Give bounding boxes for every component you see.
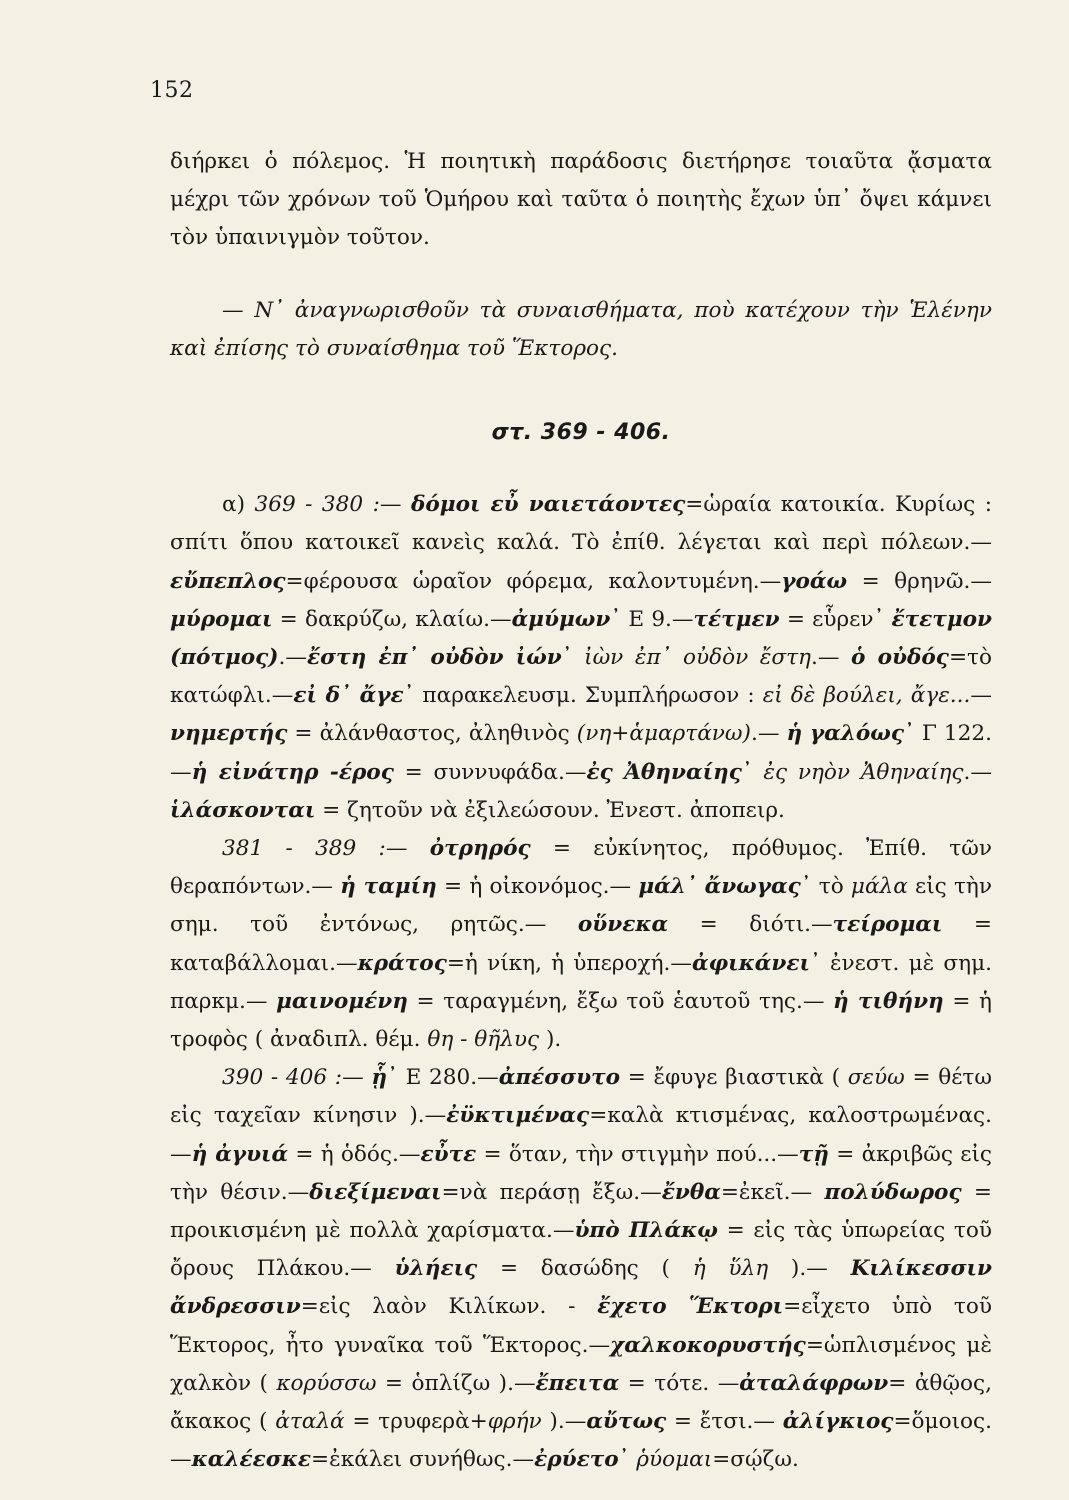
lemma: νημερτής	[170, 721, 288, 747]
lemma: ἔτετμον (πότμος)	[170, 606, 993, 671]
intro-paragraph: διήρκει ὁ πόλεμος. Ἡ ποιητικὴ παράδοσις διετήρησε τοιαῦτα ᾄσματα μέχρι τῶν χρόνων τοῦ Ὁμήρου καὶ ταῦτα ὁ ποιητὴς ἔχων ὑπ᾽ ὄψει κάμνει τὸν ὑπαινιγμὸν τοῦτον.	[170, 149, 992, 251]
lemma: ἀπέσσυτο	[498, 1065, 621, 1091]
text: = θέτω εἰς ταχεῖαν κίνησιν ).—	[170, 1065, 992, 1129]
exercise-task: — Ν᾽ ἀναγνωρισθοῦν τὰ συναισθήματα, ποὺ κατέχουν τὴν Ἑλένην καὶ ἐπίσης τὸ συναίσθημα τοῦ Ἕκτορος.	[170, 297, 992, 361]
lemma: ὑπὸ Πλάκῳ	[574, 1218, 718, 1244]
lemma: εἰ δ᾽ ἄγε	[293, 683, 404, 709]
text: ᾽ Ε 9.—	[610, 606, 694, 632]
italic-text: θη - θῆλυς	[427, 1027, 540, 1053]
text: ᾽	[561, 645, 585, 671]
section-title: στ. 369 - 406.	[491, 420, 671, 446]
text: .—	[810, 645, 851, 671]
text: = τρυφερὰ+	[344, 1409, 488, 1435]
text: = εἰς τὰς ὑπωρείας τοῦ ὄρους Πλάκου.—	[170, 1218, 992, 1282]
text: =εἶχετο ὑπὸ τοῦ Ἕκτορος, ἦτο γυναῖκα τοῦ Ἕκτορος.—	[170, 1294, 993, 1358]
text: =ὡραία κατοικία. Κυρίως : σπίτι ὅπου κατοικεῖ κανεὶς καλά. Τὸ ἐπίθ. λέγεται καὶ περὶ πόλεων.—	[170, 492, 992, 556]
italic-text: εἰ δὲ βούλει, ἄγε...	[762, 683, 971, 709]
text: ᾽	[618, 1447, 637, 1473]
text: = εὐκίνητος, πρόθυμος. Ἐπίθ. τῶν θεραπόντων.—	[170, 836, 992, 900]
lemma: ἀμύμων	[511, 606, 611, 632]
lemma: κράτος	[357, 950, 447, 976]
lemma: πολύδωρος	[824, 1179, 962, 1205]
lemma: ὀτρηρός	[429, 836, 531, 862]
verse-range: 390 - 406 :	[222, 1065, 343, 1091]
text: = ἔφυγε βιαστικὰ (	[620, 1065, 848, 1091]
text: = ἀλάνθαστος, ἀληθινὸς	[287, 721, 577, 747]
lemma: τῇ	[798, 1141, 829, 1167]
text: = προικισμένη μὲ πολλὰ χαρίσματα.—	[170, 1179, 992, 1244]
text: = δακρύζω, κλαίω.—	[272, 606, 512, 632]
text: .—	[278, 645, 307, 671]
italic-text: ἡ ὕλη	[692, 1256, 769, 1282]
text: = ὅταν, τὴν στιγμὴν πού...—	[476, 1141, 799, 1167]
glossary-paragraph-c	[170, 1059, 992, 1479]
lemma: μαινομένη	[276, 988, 408, 1014]
lemma: Κιλίκεσσιν ἄνδρεσσιν	[170, 1256, 992, 1320]
text: ).—	[768, 1256, 851, 1282]
lemma: οὕνεκα	[577, 912, 669, 938]
text: = τότε. —	[619, 1370, 740, 1396]
text: ᾽ Γ 122.—	[170, 721, 992, 785]
italic-text: μάλα	[850, 874, 908, 900]
lemma: ἡ τιθήνη	[833, 988, 944, 1014]
text: = δασώδης (	[477, 1256, 693, 1282]
text: = διότι.—	[668, 912, 833, 938]
verse-range: 369 - 380 :	[254, 492, 380, 518]
text: ᾽	[741, 759, 764, 785]
text: .—	[750, 721, 787, 747]
lemma: τέτμεν	[693, 606, 780, 632]
text: = ἡ οἰκονόμος.—	[436, 874, 639, 900]
text: = θρηνῶ.—	[847, 568, 992, 594]
text: =ὅμοιος.—	[170, 1409, 993, 1473]
text: =σῴζω.	[712, 1447, 799, 1473]
text: = ἔτσι.—	[666, 1409, 783, 1435]
italic-text: κορύσσω	[276, 1370, 377, 1396]
glossary-paragraph-a	[170, 486, 992, 830]
lemma: ἀλίγκιος	[782, 1409, 894, 1435]
text: =τὸ κατώφλι.—	[170, 645, 992, 709]
text: =καλὰ κτισμένας, καλοστρωμένας. —	[170, 1103, 992, 1167]
text: ).—	[541, 1409, 587, 1435]
text: = καταβάλλομαι.—	[170, 912, 992, 976]
lemma: ὁ οὐδός	[851, 645, 949, 671]
lemma: ἐς Ἀθηναίης	[586, 759, 742, 785]
lemma: δόμοι εὖ ναιετάοντες	[410, 492, 686, 518]
text: .—	[963, 759, 992, 785]
text: εἰς τὴν σημ. τοῦ ἐντόνως, ρητῶς.—	[170, 874, 992, 938]
verse-range: 381 - 389 :	[222, 836, 386, 862]
lemma: ἔστη ἐπ᾽ οὐδὸν ἰών	[307, 645, 562, 671]
lemma: ἔχετο Ἕκτορι	[597, 1294, 784, 1320]
lemma: ἀφικάνει	[691, 950, 810, 976]
lemma: ὑλήεις	[394, 1256, 478, 1282]
lemma: μάλ᾽ ἄνωγας	[638, 874, 801, 900]
text: = εὗρεν᾽	[779, 606, 892, 632]
text: —	[379, 492, 411, 518]
text: = ἡ ὁδός.—	[288, 1141, 421, 1167]
lemma: ἡ εἰνάτηρ -έρος	[191, 759, 394, 785]
text: = ἀκριβῶς εἰς τὴν θέσιν.—	[170, 1141, 993, 1205]
text: ᾽ τὸ	[800, 874, 851, 900]
text: = ἀθῷος, ἄκακος (	[170, 1370, 992, 1435]
text: =εἰς λαὸν Κιλίκων. -	[300, 1294, 598, 1320]
text: ).	[539, 1027, 562, 1053]
lemma: εὖτε	[420, 1141, 477, 1167]
text: ᾽ παρακελευσμ. Συμπλήρωσον :	[403, 683, 763, 709]
italic-text: σεύω	[847, 1065, 905, 1091]
lemma: ἡ ἀγυιά	[191, 1141, 289, 1167]
text: =ἡ νίκη, ἡ ὑπεροχή.—	[446, 950, 692, 976]
text: = ταραγμένη, ἔξω τοῦ ἑαυτοῦ της.—	[407, 988, 834, 1014]
text: ᾽ ἐνεστ. μὲ σημ. παρκμ.—	[170, 950, 992, 1014]
lemma: εὔπεπλος	[170, 568, 286, 594]
lemma: ἔνθα	[661, 1179, 721, 1205]
text: =φέρουσα ὡραῖον φόρεμα, καλοντυμένη.—	[285, 568, 782, 594]
glossary-paragraph-b	[170, 830, 992, 1059]
lemma: γοάω	[781, 568, 848, 594]
lemma: ᾗ	[371, 1065, 388, 1091]
italic-text: ἀταλά	[275, 1409, 345, 1435]
text: —	[385, 836, 430, 862]
italic-text: ἰὼν ἐπ᾽ οὐδὸν ἔστη	[584, 645, 811, 671]
text: =νὰ περάσῃ ἔξω.—	[441, 1179, 662, 1205]
page-number: 152	[150, 78, 194, 103]
lemma: μύρομαι	[170, 606, 273, 632]
lemma: αὔτως	[586, 1409, 667, 1435]
lemma: διεξίμεναι	[309, 1179, 442, 1205]
lemma: χαλκοκορυστής	[610, 1332, 806, 1358]
lemma: ἀταλάφρων	[739, 1370, 889, 1396]
text: = ἡ τροφὸς ( ἀναδιπλ. θέμ.	[170, 988, 992, 1053]
italic-text: ἐς νηὸν Ἀθηναίης	[763, 759, 964, 785]
italic-text: φρήν	[487, 1409, 542, 1435]
text: =ὡπλισμένος μὲ χαλκὸν (	[170, 1332, 993, 1396]
lemma: ἔπειτα	[535, 1370, 620, 1396]
text: = ὁπλίζω ).—	[376, 1370, 536, 1396]
lemma: ἐϋκτιμένας	[446, 1103, 590, 1129]
label: α)	[222, 492, 255, 518]
text: ᾽ Ε 280.—	[387, 1065, 499, 1091]
italic-text: ῥύομαι	[636, 1447, 713, 1473]
text: =ἐκεῖ.—	[720, 1179, 825, 1205]
page-body	[170, 143, 992, 1480]
lemma: ἐρύετο	[534, 1447, 619, 1473]
lemma: ἱλάσκονται	[170, 797, 316, 823]
italic-text: (νη+ἁμαρτάνω)	[576, 721, 751, 747]
lemma: ἡ ταμίη	[340, 874, 437, 900]
text: —	[342, 1065, 372, 1091]
lemma: καλέεσκε	[191, 1447, 312, 1473]
text: = συννυφάδα.—	[393, 759, 587, 785]
lemma: τείρομαι	[832, 912, 943, 938]
text: =ἐκάλει συνήθως.—	[311, 1447, 535, 1473]
text: = ζητοῦν νὰ ἐξιλεώσουν. Ἐνεστ. ἀποπειρ.	[315, 797, 785, 823]
text: —	[970, 683, 992, 709]
lemma: ἡ γαλόως	[786, 721, 905, 747]
